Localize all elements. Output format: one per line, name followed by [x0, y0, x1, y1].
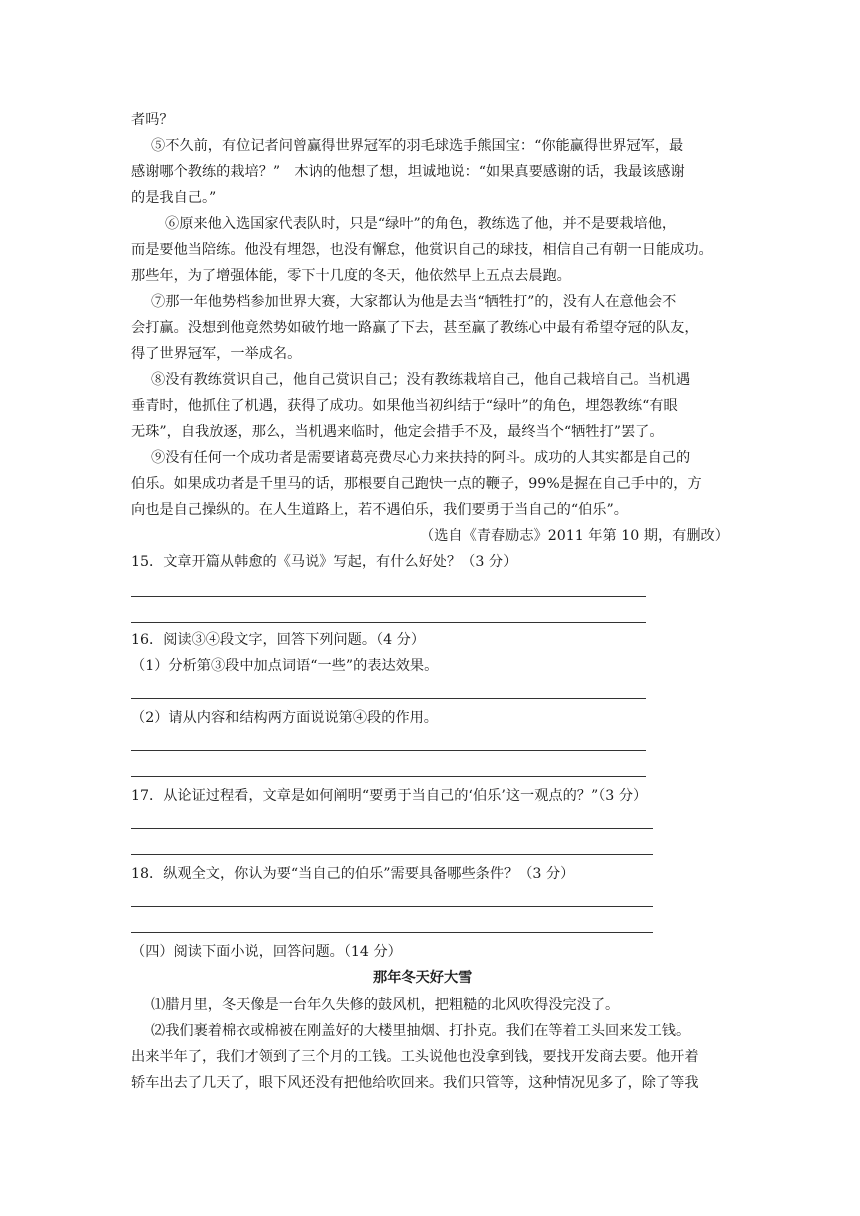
passage-source: （选自《青春励志》2011 年第 10 期，有删改） [420, 528, 729, 544]
answer-line[interactable] [131, 828, 653, 829]
answer-line[interactable] [131, 906, 653, 907]
passage-line: ⑦那一年他势档参加世界大赛，大家都认为他是去当“牺牲打”的，没有人在意他会不 [151, 294, 677, 310]
question-17: 17．从论证过程看，文章是如何阐明“要勇于当自己的‘伯乐’这一观点的？”（3 分） [131, 788, 648, 804]
question-16: 16．阅读③④段文字，回答下列问题。（4 分） [131, 632, 426, 648]
passage-line: 无珠”，自我放逐，那么，当机遇来临时，他定会措手不及，最终当个“牺牲打”罢了。 [131, 424, 664, 440]
passage-line: 向也是自己操纵的。在人生道路上，若不遇伯乐，我们要勇于当自己的“伯乐”。 [131, 502, 628, 518]
passage-line: 伯乐。如果成功者是千里马的话，那根要自己跑快一点的鞭子，99%是握在自己手中的，方 [131, 476, 702, 492]
question-16-1: （1）分析第③段中加点词语“一些”的表达效果。 [131, 658, 439, 674]
question-18: 18．纵观全文，你认为要“当自己的伯乐”需要具备哪些条件？（3 分） [131, 866, 575, 882]
passage-line: 感谢哪个教练的栽培？” 木讷的他想了想，坦诚地说：“如果真要感谢的话，我最该感谢 [131, 164, 685, 180]
answer-line[interactable] [131, 932, 653, 933]
passage-line: 的是我自己。” [131, 190, 217, 206]
passage-line: 而是要他当陪练。他没有埋怨，也没有懈怠，他赏识自己的球技，相信自己有朝一日能成功。 [131, 242, 713, 258]
passage-line: ⑨没有任何一个成功者是需要诸葛亮费尽心力来扶持的阿斗。成功的人其实都是自己的 [151, 450, 691, 466]
passage-line: 得了世界冠军，一举成名。 [131, 346, 302, 362]
passage-line: ⑥原来他入选国家代表队时，只是“绿叶”的角色，教练选了他，并不是要栽培他， [165, 216, 677, 232]
answer-line[interactable] [131, 776, 646, 777]
passage-line: 会打赢。没想到他竟然势如破竹地一路赢了下去，甚至赢了教练心中最有希望夺冠的队友， [131, 320, 699, 336]
answer-line[interactable] [131, 596, 646, 597]
question-16-2: （2）请从内容和结构两方面说说第④段的作用。 [131, 710, 438, 726]
passage-line: 那些年，为了增强体能，零下十几度的冬天，他依然早上五点去晨跑。 [131, 268, 571, 284]
story-title: 那年冬天好大雪 [373, 970, 473, 986]
answer-line[interactable] [131, 698, 646, 699]
passage-line: 垂青时，他抓住了机遇，获得了成功。如果他当初纠结于“绿叶”的角色，埋怨教练“有眼 [131, 398, 678, 414]
answer-line[interactable] [131, 854, 653, 855]
passage-line: ⑧没有教练赏识自己，他自己赏识自己；没有教练栽培自己，他自己栽培自己。当机遇 [151, 372, 691, 388]
passage-line: ⑤不久前，有位记者问曾赢得世界冠军的羽毛球选手熊国宝：“你能赢得世界冠军，最 [151, 138, 684, 154]
story-line: 轿车出去了几天了，眼下风还没有把他给吹回来。我们只管等，这种情况见多了，除了等我 [131, 1075, 699, 1091]
answer-line[interactable] [131, 750, 646, 751]
passage-line: 者吗？ [131, 112, 174, 128]
story-line: 出来半年了，我们才领到了三个月的工钱。工头说他也没拿到钱，要找开发商去要。他开着 [131, 1049, 699, 1065]
section-heading: （四）阅读下面小说，回答问题。（14 分） [131, 944, 402, 960]
story-line: ⑵我们裹着棉衣或棉被在刚盖好的大楼里抽烟、打扑克。我们在等着工头回来发工钱。 [151, 1023, 691, 1039]
story-line: ⑴腊月里，冬天像是一台年久失修的鼓风机，把粗糙的北风吹得没完没了。 [151, 997, 620, 1013]
answer-line[interactable] [131, 622, 646, 623]
question-15: 15．文章开篇从韩愈的《马说》写起，有什么好处？（3 分） [131, 554, 518, 570]
